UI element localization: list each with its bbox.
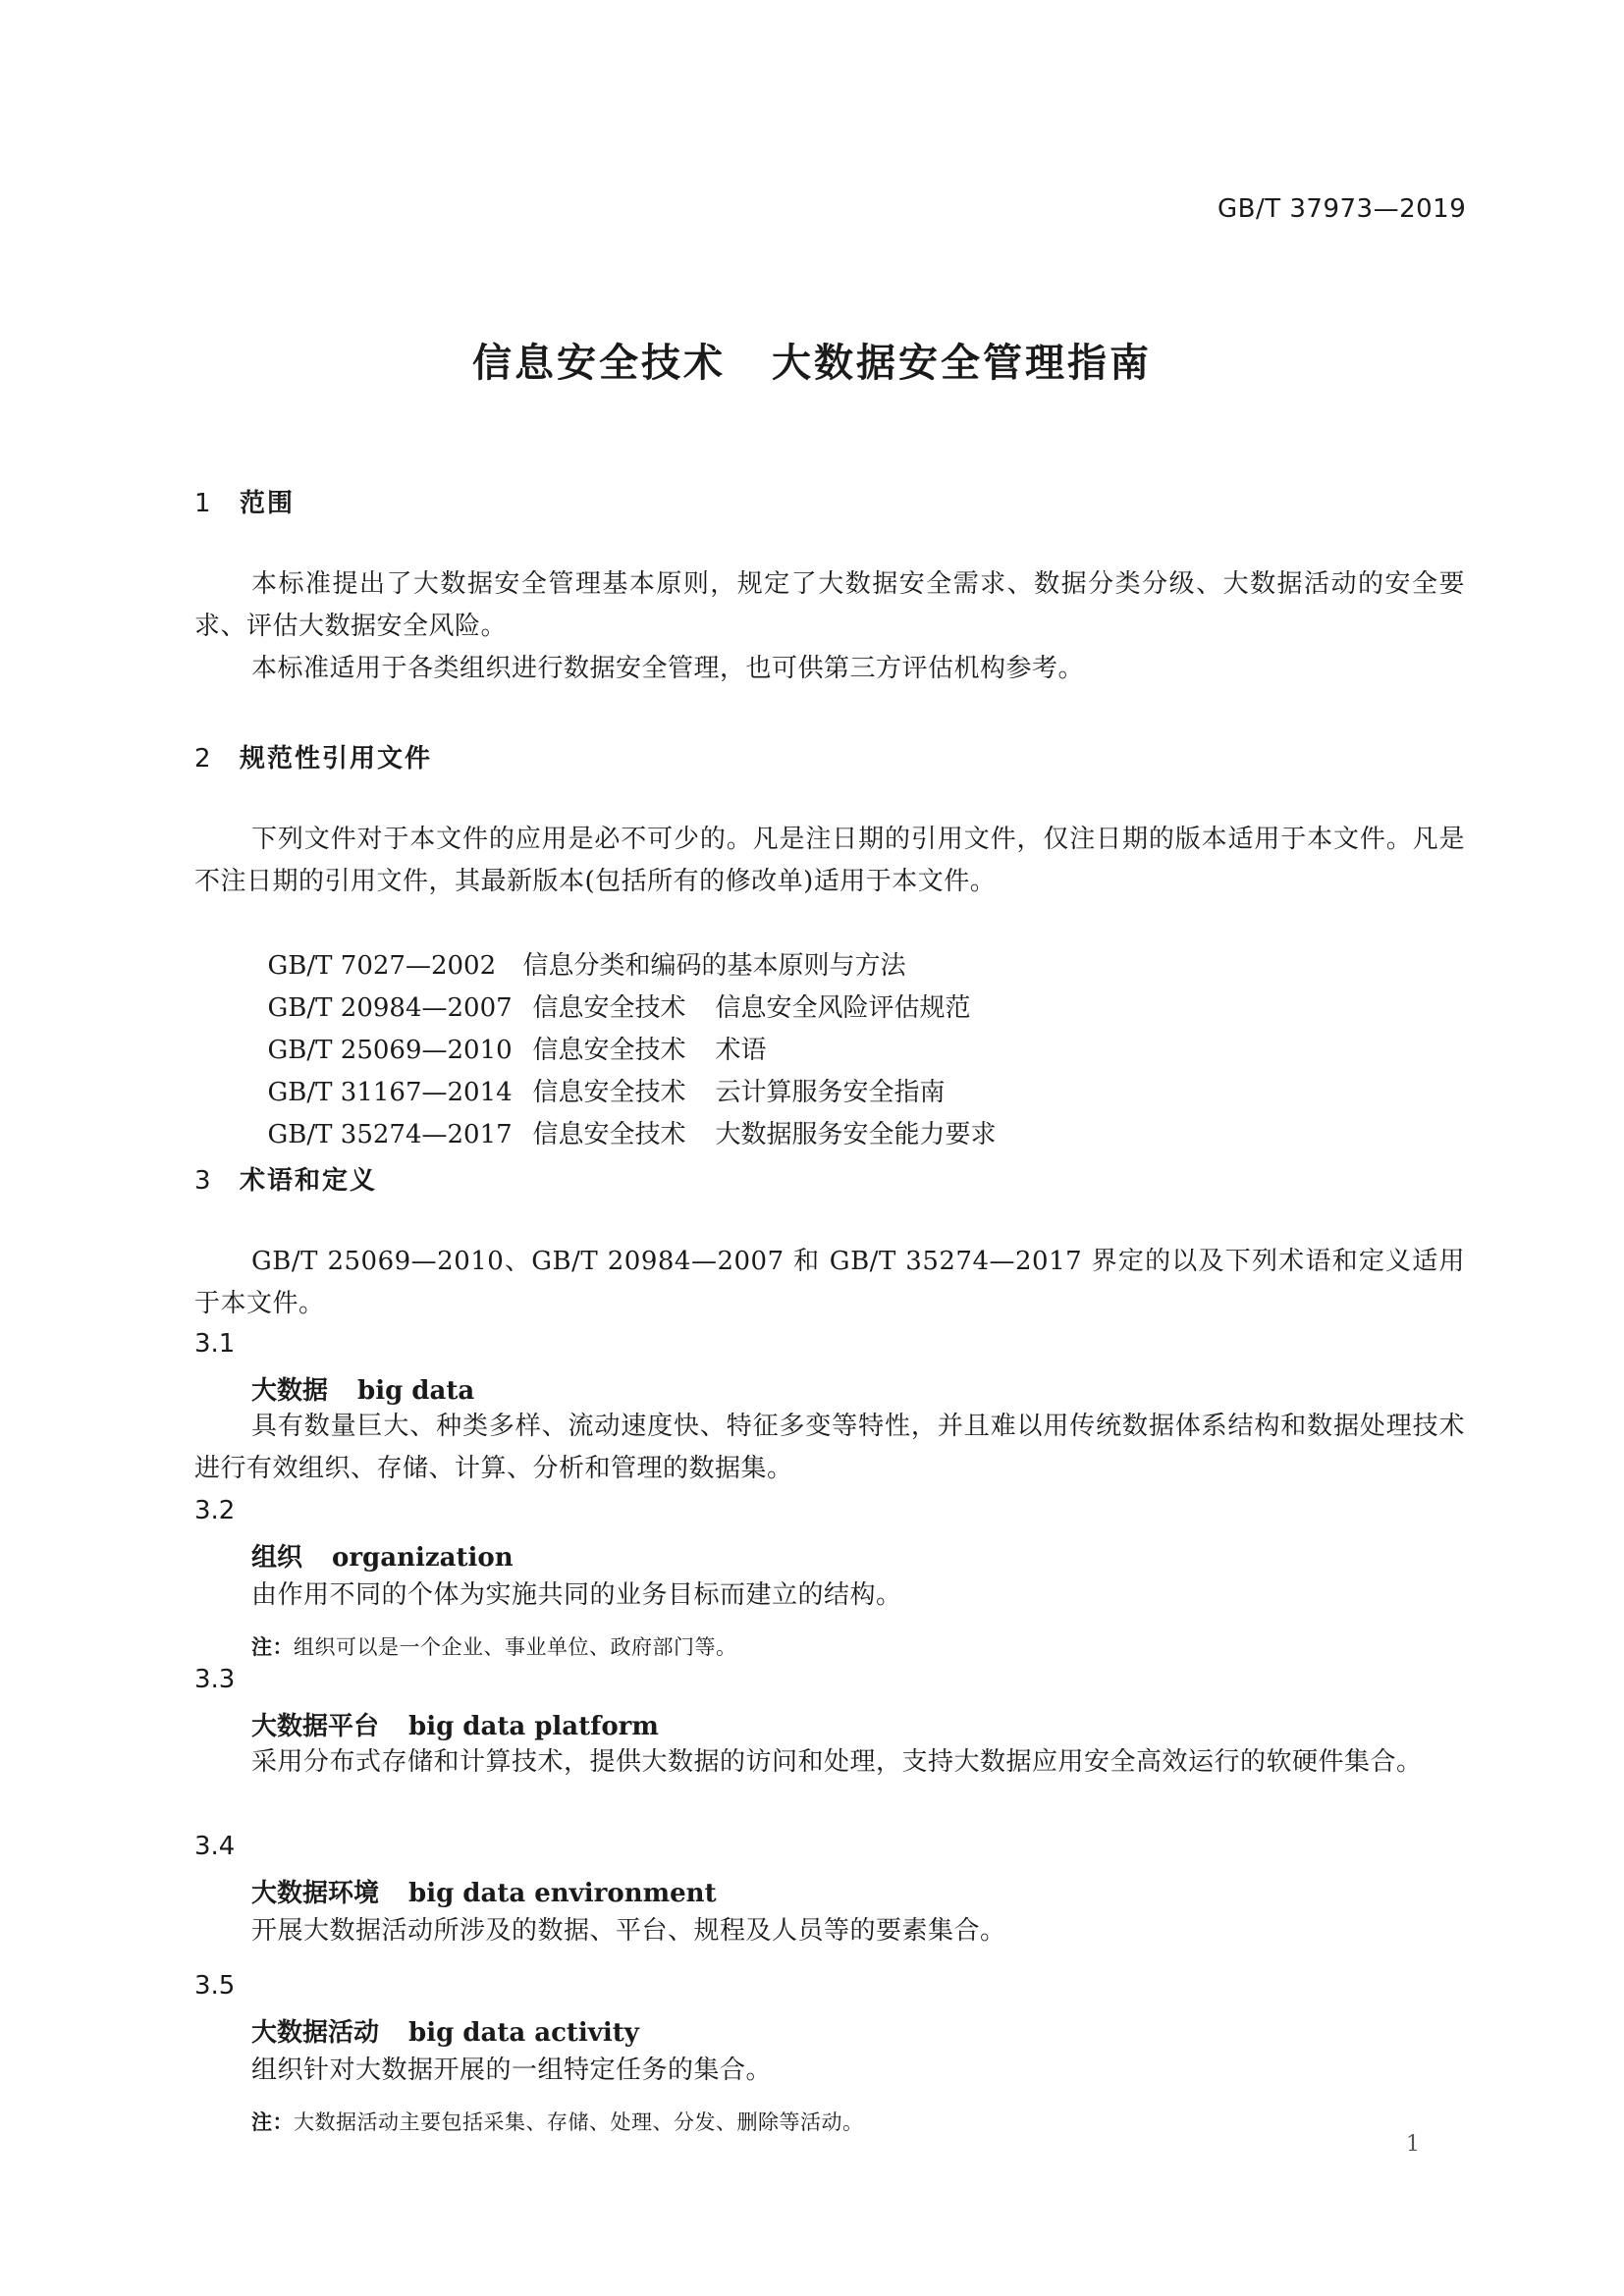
section-2-heading [194,738,432,774]
term-en: big data environment [408,1879,717,1908]
standard-number: GB/T 37973—2019 [1218,194,1467,224]
reference-title: 信息安全技术 [532,993,686,1023]
term-heading [251,2012,639,2049]
term-heading [251,1537,514,1574]
term-zh: 大数据 [251,1376,329,1406]
reference-code: GB/T 7027—2002 [267,951,497,981]
reference-title: 信息分类和编码的基本原则与方法 [522,951,906,981]
note-label: 注： [251,2109,294,2134]
page-number: 1 [1406,2132,1420,2157]
paragraph: 下列文件对于本文件的应用是必不可少的。凡是注日期的引用文件，仅注日期的版本适用于本文件。凡是不注日期的引用文件，其最新版本(包括所有的修改单)适用于本文件。 [194,825,1465,896]
term-zh: 组织 [251,1543,303,1573]
paragraph: 本标准提出了大数据安全管理基本原则，规定了大数据安全需求、数据分类分级、大数据活动的安全要求、评估大数据安全风险。 [194,569,1465,641]
section-title: 范围 [240,489,296,518]
term-number: 3.5 [194,1971,236,2001]
term-note [251,2107,864,2136]
term-heading [251,1706,659,1742]
reference-subtitle: 云计算服务安全指南 [715,1078,946,1107]
term-zh: 大数据活动 [251,2018,380,2048]
reference-title: 信息安全技术 [532,1120,686,1149]
document-title: 信息安全技术 大数据安全管理指南 [472,341,1152,386]
section-number: 1 [194,489,211,518]
reference-subtitle: 术语 [715,1036,767,1065]
term-zh: 大数据平台 [251,1712,380,1741]
paragraph: 本标准适用于各类组织进行数据安全管理，也可供第三方评估机构参考。 [251,654,1085,683]
term-en: big data platform [408,1712,659,1741]
term-definition: 开展大数据活动所涉及的数据、平台、规程及人员等的要素集合。 [251,1916,1006,1946]
term-en: big data [357,1376,475,1406]
section-title: 规范性引用文件 [240,744,433,774]
section-number: 2 [194,744,211,774]
reference-title: 信息安全技术 [532,1036,686,1065]
term-en: big data activity [408,2018,639,2048]
term-number: 3.3 [194,1665,236,1694]
reference-title: 信息安全技术 [532,1078,686,1107]
term-heading [251,1873,717,1909]
term-number: 3.1 [194,1329,236,1359]
note-label: 注： [251,1634,294,1659]
paragraph: GB/T 25069—2010、GB/T 20984—2007 和 GB/T 35274—2017 界定的以及下列术语和定义适用于本文件。 [194,1247,1465,1318]
term-number: 3.4 [194,1832,236,1861]
reference-item [251,1072,997,1156]
reference-code: GB/T 31167—2014 [267,1078,513,1107]
term-note [251,1631,737,1661]
note-text: 组织可以是一个企业、事业单位、政府部门等。 [294,1635,737,1659]
term-zh: 大数据环境 [251,1879,380,1908]
section-number: 3 [194,1166,211,1196]
term-heading [251,1370,474,1407]
term-number: 3.2 [194,1496,236,1525]
term-definition: 具有数量巨大、种类多样、流动速度快、特征多变等特性，并且难以用传统数据体系结构和数据处理技术进行有效组织、存储、计算、分析和管理的数据集。 [194,1412,1465,1483]
note-text: 大数据活动主要包括采集、存储、处理、分发、删除等活动。 [294,2110,864,2134]
section-title: 术语和定义 [240,1166,378,1196]
term-en: organization [332,1543,514,1573]
reference-subtitle: 大数据服务安全能力要求 [715,1120,997,1149]
term-definition: 组织针对大数据开展的一组特定任务的集合。 [251,2056,773,2085]
reference-subtitle: 信息安全风险评估规范 [715,993,971,1023]
term-definition: 采用分布式存储和计算技术，提供大数据的访问和处理，支持大数据应用安全高效运行的软硬件集合。 [251,1747,1423,1777]
section-3-heading [194,1160,377,1197]
reference-code: GB/T 20984—2007 [267,993,513,1023]
reference-code: GB/T 25069—2010 [267,1036,513,1065]
term-definition: 由作用不同的个体为实施共同的业务目标而建立的结构。 [251,1580,902,1610]
section-1-heading [194,483,295,519]
reference-code: GB/T 35274—2017 [267,1120,513,1149]
